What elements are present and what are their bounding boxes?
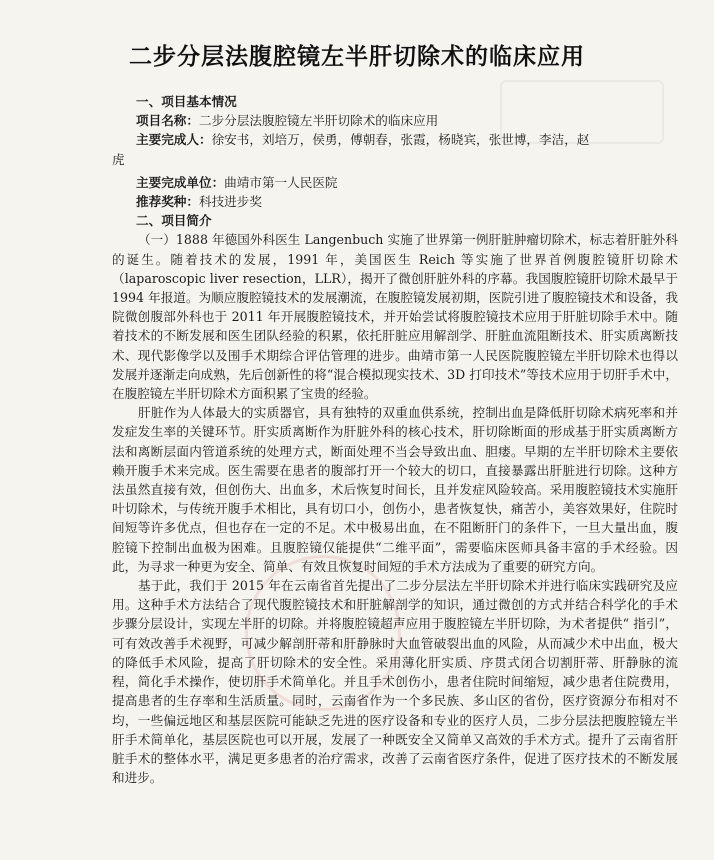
award-row xyxy=(112,192,678,211)
completers-row xyxy=(112,130,678,149)
completers-label: 主要完成人： xyxy=(136,132,212,148)
award-label: 推荐奖种： xyxy=(136,194,199,210)
unit-label: 主要完成单位： xyxy=(136,174,225,190)
project-name-row xyxy=(112,111,678,130)
unit-value: 曲靖市第一人民医院 xyxy=(224,174,338,190)
section-heading-summary: 二、项目简介 xyxy=(136,213,212,229)
project-name-label: 项目名称： xyxy=(136,113,199,129)
document-body xyxy=(112,92,678,787)
summary-paragraph-1: （一）1888 年德国外科医生 Langenbuch 实施了世界第一例肝脏肿瘤切除术，标志着肝脏外科的诞生。随着技术的发展，1991 年，美国医生 Reich 等实施了世界首例腹腔镜肝切除术（laparoscopic liver resection，LLR），揭开了微创肝脏外科的序幕。我国腹腔镜肝切除术最早于 1994 年报道。为顺应腹腔镜技术的发展潮流，在腹腔镜发展初期，医院引进了腹腔镜技术和设备，我院微创腹部外科也于 2011 年开展腹腔镜技术，并开始尝试将腹腔镜技术应用于肝脏切除手术中。随着技术的不断发展和医生团队经验的积累，依托肝脏应用解剖学、肝脏血流阻断技术、肝实质离断技术、现代影像学以及围手术期综合评估管理的进步。曲靖市第一人民医院腹腔镜左半肝切除术也得以发展并逐渐走向成熟，先后创新性的将“混合模拟现实技术、3D 打印技术”等技术应用于切肝手术中，在腹腔镜左半肝切除术方面积累了宝贵的经验。 xyxy=(112,232,678,402)
award-value: 科技进步奖 xyxy=(198,194,262,210)
completers-continuation: 虎 xyxy=(112,151,125,167)
project-name-value: 二步分层法腹腔镜左半肝切除术的临床应用 xyxy=(198,113,439,129)
summary-paragraph-2: 肝脏作为人体最大的实质器官，具有独特的双重血供系统，控制出血是降低肝切除术病死率和并发症发生率的关键环节。肝实质离断作为肝脏外科的核心技术，肝切除断面的形成基于肝实质离断方法和离断层面内管道系统的处理方式，断面处理不当会导致出血、胆瘘。早期的左半肝切除术主要依赖开腹手术来完成。医生需要在患者的腹部打开一个较大的切口，直接暴露出肝脏进行切除。这种方法虽然直接有效，但创伤大、出血多，术后恢复时间长，且并发症风险较高。采用腹腔镜技术实施肝叶切除术，与传统开腹手术相比，具有切口小，创伤小，患者恢复快，痛苦小，美容效果好，住院时间短等许多优点，但也存在一定的不足。术中极易出血，在不阻断肝门的条件下，一旦大量出血，腹腔镜下控制出血极为困难。且腹腔镜仅能提供“二维平面”，需要临床医师具备丰富的手术经验。因此，为寻求一种更为安全、简单、有效且恢复时间短的手术方法成为了重要的研究方向。 xyxy=(112,405,678,574)
section-heading-basic-info: 一、项目基本情况 xyxy=(136,94,237,109)
completers-value: 徐安书，刘培万，侯勇，傅朝春，张霞，杨晓宾，张世博，李洁，赵 xyxy=(211,132,590,148)
document-title: 二步分层法腹腔镜左半肝切除术的临床应用 xyxy=(129,44,585,70)
summary-paragraph-3: 基于此，我们于 2015 年在云南省首先提出了二步分层法左半肝切除术并进行临床实践研究及应用。这种手术方法结合了现代腹腔镜技术和肝脏解剖学的知识，通过微创的方式并结合科学化的手术步骤分层设计，实现左半肝的切除。并将腹腔镜超声应用于腹腔镜左半肝切除，为术者提供“ 指引”，可有效改善手术视野，可减少解剖肝蒂和肝静脉时大血管破裂出血的风险，从而减少术中出血，极大的降低手术风险，提高了肝切除术的安全性。采用薄化肝实质、序贯式闭合切割肝蒂、肝静脉的流程，简化手术操作，使切肝手术简单化。并且手术创伤小，患者住院时间缩短，减少患者住院费用，提高患者的生存率和生活质量。同时，云南省作为一个多民族、多山区的省份，医疗资源分布相对不均，一些偏远地区和基层医院可能缺乏先进的医疗设备和专业的医疗人员，二步分层法把腹腔镜左半肝手术简单化，基层医院也可以开展，发展了一种既安全又简单又高效的手术方式。提升了云南省肝脏手术的整体水平，满足更多患者的治疗需求，改善了云南省医疗条件，促进了医疗技术的不断发展和进步。 xyxy=(112,578,678,786)
unit-row xyxy=(112,173,678,192)
